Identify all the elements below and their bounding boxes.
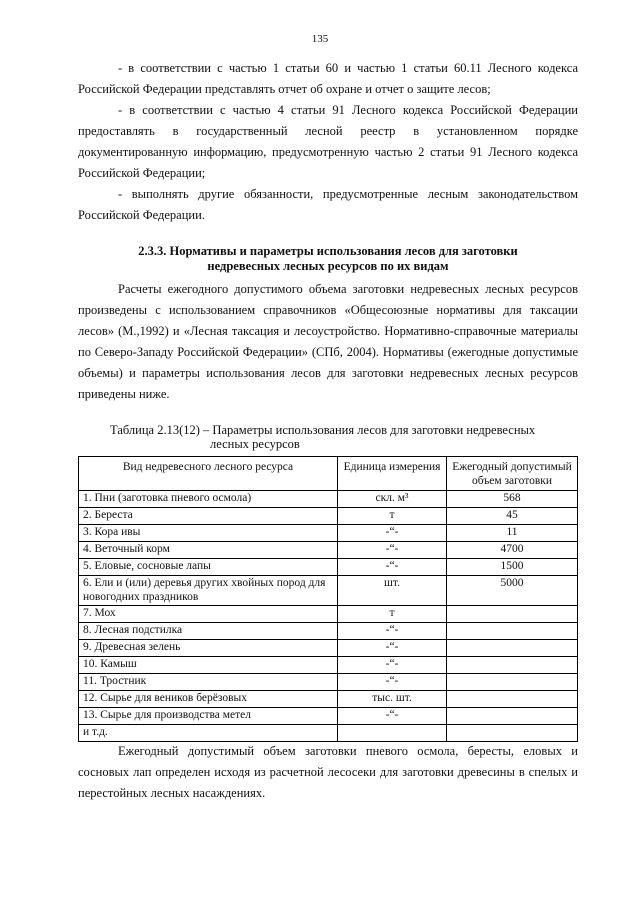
paragraph: - в соответствии с частью 1 статьи 60 и частью 1 статьи 60.11 Лесного кодекса Российской Федерации представлять отчет об охране и отчет о защите лесов; [78, 61, 578, 96]
table-row [79, 640, 578, 657]
paragraph: Ежегодный допустимый объем заготовки пневого осмола, бересты, еловых и сосновых лап определен исходя из расчетной лесосеки для заготовки древесины в спелых и перестойных лесных насаждениях. [78, 744, 578, 800]
cell-resource: 4. Веточный корм [79, 542, 338, 559]
cell-volume [447, 623, 578, 640]
cell-resource: 11. Тростник [79, 674, 338, 691]
cell-resource: 7. Мох [79, 606, 338, 623]
section-heading [78, 244, 578, 274]
cell-volume: 5000 [447, 576, 578, 606]
cell-resource: 8. Лесная подстилка [79, 623, 338, 640]
table-row [79, 542, 578, 559]
cell-resource: 3. Кора ивы [79, 525, 338, 542]
cell-unit: -“- [338, 542, 447, 559]
intro-paragraphs [78, 58, 578, 226]
cell-volume: 568 [447, 491, 578, 508]
cell-volume: 11 [447, 525, 578, 542]
resource-table [78, 456, 578, 742]
paragraph: - в соответствии с частью 4 статьи 91 Лесного кодекса Российской Федерации предоставлять в государственный лесной реестр в установленном порядке документированную информацию, предусмотренную частью 2 статьи 91 Лесного кодекса Российской Федерации; [78, 103, 578, 180]
cell-unit: т [338, 606, 447, 623]
cell-unit: шт. [338, 576, 447, 606]
table-header-row [79, 457, 578, 491]
cell-unit: тыс. шт. [338, 691, 447, 708]
table-row [79, 708, 578, 725]
cell-resource: 1. Пни (заготовка пневого осмола) [79, 491, 338, 508]
table-row [79, 606, 578, 623]
cell-unit: -“- [338, 640, 447, 657]
method-paragraph-block [78, 279, 578, 405]
cell-resource: 13. Сырье для производства метел [79, 708, 338, 725]
table-row [79, 674, 578, 691]
table-caption-line: лесных ресурсов [210, 437, 300, 451]
cell-unit: -“- [338, 674, 447, 691]
cell-resource: 5. Еловые, сосновые лапы [79, 559, 338, 576]
table-row [79, 576, 578, 606]
cell-volume [447, 725, 578, 742]
table-row [79, 725, 578, 742]
header-cell-volume: Ежегодный допустимый объем заготовки [447, 457, 578, 491]
cell-unit: скл. м³ [338, 491, 447, 508]
cell-unit: т [338, 508, 447, 525]
cell-resource: 12. Сырье для веников берёзовых [79, 691, 338, 708]
table-row [79, 559, 578, 576]
cell-unit: -“- [338, 559, 447, 576]
cell-unit [338, 725, 447, 742]
cell-volume [447, 691, 578, 708]
cell-resource: и т.д. [79, 725, 338, 742]
cell-volume: 1500 [447, 559, 578, 576]
cell-unit: -“- [338, 657, 447, 674]
table-caption [110, 423, 570, 451]
table-row [79, 657, 578, 674]
table-row [79, 491, 578, 508]
cell-volume [447, 640, 578, 657]
cell-volume: 4700 [447, 542, 578, 559]
cell-volume [447, 708, 578, 725]
cell-volume [447, 606, 578, 623]
header-cell-unit: Единица измерения [338, 457, 447, 491]
table-row [79, 525, 578, 542]
section-heading-line: 2.3.3. Нормативы и параметры использования лесов для заготовки [138, 244, 518, 258]
header-cell-resource: Вид недревесного лесного ресурса [79, 457, 338, 491]
cell-unit: -“- [338, 525, 447, 542]
cell-unit: -“- [338, 623, 447, 640]
cell-volume [447, 657, 578, 674]
conclusion-paragraph-block [78, 741, 578, 804]
cell-unit: -“- [338, 708, 447, 725]
cell-resource: 2. Береста [79, 508, 338, 525]
cell-volume [447, 674, 578, 691]
paragraph: Расчеты ежегодного допустимого объема заготовки недревесных лесных ресурсов произведены с использованием справочников «Общесоюзные нормативы для таксации лесов» (М.,1992) и «Лесная таксация и лесоустройство. Нормативно-справочные материалы по Северо-Западу Российской Федерации» (СПб, 2004). Нормативы (ежегодные допустимые объемы) и параметры использования лесов для заготовки недревесных лесных ресурсов приведены ниже. [78, 282, 578, 401]
table-row [79, 508, 578, 525]
table-row [79, 691, 578, 708]
section-heading-line: недревесных лесных ресурсов по их видам [207, 259, 449, 273]
cell-resource: 9. Древесная зелень [79, 640, 338, 657]
cell-volume: 45 [447, 508, 578, 525]
cell-resource: 6. Ели и (или) деревья других хвойных пород для новогодних праздников [79, 576, 338, 606]
page-number: 135 [311, 33, 329, 45]
paragraph: - выполнять другие обязанности, предусмотренные лесным законодательством Российской Федерации. [78, 187, 578, 222]
cell-resource: 10. Камыш [79, 657, 338, 674]
table-row [79, 623, 578, 640]
table-caption-line: Таблица 2.13(12) – Параметры использования лесов для заготовки недревесных [110, 423, 536, 437]
